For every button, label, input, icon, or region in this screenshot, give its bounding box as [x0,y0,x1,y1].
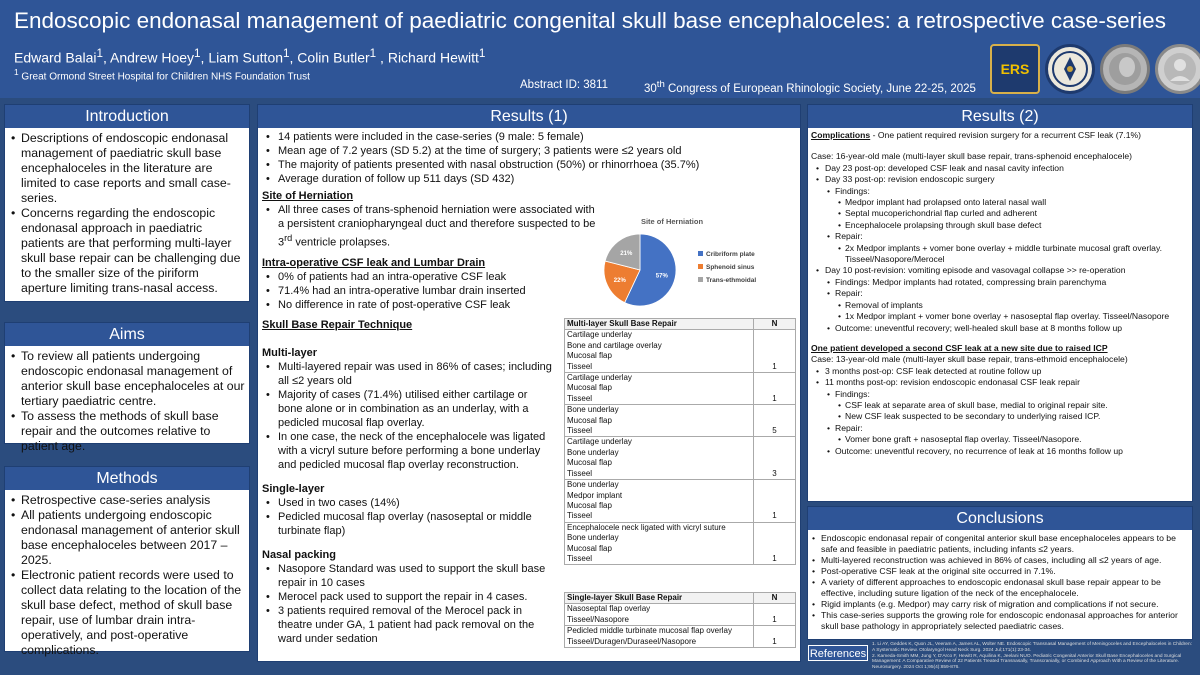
multi-layer-table-cell-line: Bone underlay [567,533,619,543]
multi-layer-table [564,318,796,565]
multi-layer-table-count: 1 [754,373,796,405]
multi-layer-table-row [565,330,796,373]
legend-label: Trans-ethmoidal [706,277,757,284]
pie-data-label: 57% [655,273,668,280]
pie-data-label: 22% [613,278,626,285]
multi-layer-table-cell-line: Cartilage underlay [567,330,632,340]
pie-data-label: 21% [620,250,633,257]
multi-layer-table-row [565,480,796,523]
case-line: • Medpor implant had prolapsed onto lateral nasal wall [811,197,1189,208]
single-layer-table-row [565,626,796,648]
case-line: • Findings: Medpor implants had rotated, compressing brain parenchyma [811,277,1189,288]
conclusion-item: • Endoscopic endonasal repair of congenital anterior skull base encephaloceles appears to be safe and feasible in paediatric patients, including infants ≤2 years. [811,533,1189,555]
multi-layer-table-cell-line: Bone underlay [567,405,619,415]
author-name: Richard Hewitt [387,49,479,66]
conclusion-item: • Multi-layered reconstruction was achieved in 86% of cases, including all ≤2 years of age. [811,555,1189,566]
case-2-list [811,366,1189,457]
portrait-medal-logo [1155,44,1200,94]
single-layer-table-cell-line: Pedicled middle turbinate mucosal flap overlay [567,626,732,636]
methods-list [9,493,245,658]
csf-item: • 71.4% had an intra-operative lumbar drain inserted [262,284,602,298]
aims-item: • To assess the methods of skull base repair and the outcomes relative to patient age. [9,409,245,454]
multi-layer-table-cell-line: Cartilage underlay [567,437,632,447]
multi-layer-table-row [565,522,796,565]
case-line: • Septal mucoperichondrial flap curled and adherent [811,208,1189,219]
conclusion-item: • This case-series supports the growing role for endoscopic endonasal approaches for anterior skull base pathology in appropriately selected paediatric cases. [811,610,1189,632]
author-name: Colin Butler [297,49,370,66]
case-line: • Removal of implants [811,300,1189,311]
single-layer-table-header: Single-layer Skull Base Repair [565,593,754,604]
case-line: • Day 33 post-op: revision endoscopic surgery [811,174,1189,185]
author-name: Edward Balai [14,49,97,66]
author-affiliation-marker: 1 [369,47,377,60]
legend-swatch [698,264,703,269]
case-2-intro: Case: 13-year-old male (multi-layer skull base repair, trans-ethmoid encephalocele) [811,354,1128,365]
poster-title: Endoscopic endonasal management of paediatric congenital skull base encephaloceles: a retrospective case-series [14,8,1166,33]
aims-panel [4,322,250,453]
nasal-packing-item: • Merocel pack used to support the repair in 4 cases. [262,590,552,604]
author-list: Edward Balai$^1$, Andrew Hoey$^1$, Liam Sutton$^1$, Colin Butler$^1$ , Richard Hewitt$^1$ [14,47,486,66]
case-line: • Findings: [811,389,1189,400]
repair-heading: Skull Base Repair Technique [262,318,413,331]
single-layer-table-n: N [754,593,796,604]
author-affiliation-marker: 1 [96,47,103,60]
results-1-panel [257,104,801,662]
methods-item: • Retrospective case-series analysis [9,493,245,508]
second-leak-heading: One patient developed a second CSF leak at a new site due to raised ICP [811,342,1108,353]
summary-item: • Average duration of follow up 511 days (SD 432) [262,172,796,186]
aims-list [9,349,245,454]
case-line: • Vomer bone graft + nasoseptal flap overlay. Tisseel/Nasopore. [811,434,1189,445]
methods-heading: Methods [5,467,249,490]
results-1-summary [262,130,796,186]
multi-layer-table-n: N [754,319,796,330]
multi-layer-table-cell-line: Mucosal flap [567,543,612,553]
aims-item: • To review all patients undergoing endoscopic endonasal management of anterior skull base encephaloceles at our tertiary paediatric centre. [9,349,245,409]
site-item: • All three cases of trans-sphenoid herniation were associated with a persistent craniopharyngeal duct and therefore suspected to be 3rd ventricle prolapses. [262,203,602,250]
single-layer-item: • Pedicled mucosal flap overlay (nasoseptal or middle turbinate flap) [262,510,552,538]
conclusion-item: • Post-operative CSF leak at the original site occurred in 7.1%. [811,566,1189,577]
introduction-heading: Introduction [5,105,249,128]
nasal-packing-item: • Nasopore Standard was used to support the skull base repair in 10 cases [262,562,552,590]
legend-swatch [698,251,703,256]
multi-layer-table-cell-line: Medpor implant [567,490,623,500]
multi-layer-table-count: 1 [754,480,796,523]
case-1-intro: Case: 16-year-old male (multi-layer skull base repair, trans-sphenoid encephalocele) [811,151,1132,162]
methods-panel [4,466,250,657]
aims-heading: Aims [5,323,249,346]
multi-layer-table-row [565,437,796,480]
reference-item: 2. Kameda-Smith MM, Jung Y, D'Arco F, Hewitt R, Aquilina K, Jeelani NUO. Pediatric Congenital Anterior Skull Base Encephaloceles and Surgical Management: A Comparative Review of 22 Patients Treated Transnasally, Transcranially, or Combined Approach With a Review of the Literature. Neurosurgery. 2024 Oct 1;95(4):859-876. [872,653,1182,671]
case-line: • Repair: [811,231,1189,242]
multi-layer-table-cell-line: Mucosal flap [567,458,612,468]
affiliation: $^1$ Great Ormond Street Hospital for Children NHS Foundation Trust [14,67,310,83]
case-line: • Findings: [811,186,1189,197]
multi-layer-table-cell-line: Mucosal flap [567,351,612,361]
poster-header [0,0,1200,98]
conclusion-item: • A variety of different approaches to endoscopic endonasal skull base repair appear to be effective, including suture ligation of the neck of the encephalocele. [811,577,1189,599]
introduction-item: • Descriptions of endoscopic endonasal management of paediatric skull base encephaloceles in the literature are limited to case reports and small case-series. [9,131,245,206]
introduction-item: • Concerns regarding the endoscopic endonasal approach in paediatric patients are that performing multi-layer skull base repair can be challenging due to the smaller size of the piriform aperture limiting trans-nasal access. [9,206,245,296]
summary-item: • Mean age of 7.2 years (SD 5.2) at the time of surgery; 3 patients were ≤2 years old [262,144,796,158]
multi-layer-table-row [565,405,796,437]
case-line: • Repair: [811,288,1189,299]
case-line: • Day 10 post-revision: vomiting episode and vasovagal collapse >> re-operation [811,265,1189,276]
csf-heading: Intra-operative CSF leak and Lumbar Drain [262,256,486,269]
case-1-list [811,163,1189,334]
single-layer-heading: Single-layer [262,482,325,495]
summary-item: • The majority of patients presented with nasal obstruction (50%) or rhinorrhoea (35.7%) [262,158,796,172]
single-layer-table-count: 1 [754,626,796,648]
legend-swatch [698,277,703,282]
multi-layer-table-cell-line: Tisseel [567,426,593,436]
conclusions-heading: Conclusions [808,507,1192,530]
complications-summary: Complications - One patient required revision surgery for a recurrent CSF leak (7.1%) [811,130,1142,140]
multi-layer-table-cell-line: Tisseel [567,361,593,371]
multi-layer-table-cell-line: Encephalocele neck ligated with vicryl suture [567,522,726,532]
nasal-packing-heading: Nasal packing [262,548,336,561]
multi-layer-item: • Multi-layered repair was used in 86% of cases; including all ≤2 years old [262,360,552,388]
congress-info: 30th Congress of European Rhinologic Society, June 22-25, 2025 [644,79,976,95]
single-layer-table-count: 1 [754,604,796,626]
multi-layer-table-count: 1 [754,330,796,373]
medallion-logo [1100,44,1150,94]
multi-layer-table-count: 5 [754,405,796,437]
multi-layer-table-cell-line: Tisseel [567,393,593,403]
ers-logo: ERS [990,44,1040,94]
multi-layer-table-cell-line: Tisseel [567,511,593,521]
summary-item: • 14 patients were included in the case-series (9 male: 5 female) [262,130,796,144]
reference-item: 1. Li AY, Geddes K, Quon JL, Veeram A, James AL, Wolter NE. Endoscopic Transnasal Management of Meningoceles and Encephaloceles in Children: A Systematic Review. Otolaryngol Head Neck Surg. 2024 Jul;171(1):23-34. [872,642,1192,653]
conclusions-panel [807,506,1193,640]
case-line: • 11 months post-op: revision endoscopic endonasal CSF leak repair [811,377,1189,388]
author-affiliation-marker: 1 [194,47,201,60]
legend-label: Sphenoid sinus [706,264,755,271]
case-line: • Outcome: uneventful recovery, no recurrence of leak at 16 months follow up [811,446,1189,457]
single-layer-table [564,592,796,648]
case-line: • 2x Medpor implants + vomer bone overlay + middle turbinate mucosal graft overlay. Tisseel/Nasopore/Merocel [811,243,1189,266]
multi-layer-table-cell-line: Tisseel [567,468,593,478]
multi-layer-heading: Multi-layer [262,346,318,359]
single-layer-table-row [565,604,796,626]
multi-layer-table-cell-line: Mucosal flap [567,415,612,425]
results-1-heading: Results (1) [258,105,800,128]
author-name: Andrew Hoey [110,49,195,66]
multi-layer-table-cell-line: Bone underlay [567,447,619,457]
multi-layer-item: • In one case, the neck of the encephalocele was ligated with a vicryl suture before performing a bone underlay and pedicled mucosal flap overlay reconstruction. [262,430,552,472]
logo-group [990,44,1200,94]
conclusion-item: • Rigid implants (e.g. Medpor) may carry risk of migration and complications if not secure. [811,599,1189,610]
results-2-panel [807,104,1193,502]
methods-item: • All patients undergoing endoscopic endonasal management of anterior skull base encephaloceles between 2017 – 2025. [9,508,245,568]
case-line: • Outcome: uneventful recovery; well-healed skull base at 8 months follow up [811,323,1189,334]
multi-layer-table-row [565,373,796,405]
conclusions-list [811,533,1189,632]
csf-item: • 0% of patients had an intra-operative CSF leak [262,270,602,284]
multi-layer-table-cell-line: Bone and cartilage overlay [567,340,662,350]
legend-label: Cribriform plate [706,251,755,258]
introduction-panel [4,104,250,302]
case-line: • Repair: [811,423,1189,434]
case-line: • 3 months post-op: CSF leak detected at routine follow up [811,366,1189,377]
case-line: • CSF leak at separate area of skull base, medial to original repair site. [811,400,1189,411]
abstract-id: Abstract ID: 3811 [520,79,608,91]
site-of-herniation-chart [602,212,802,308]
multi-layer-table-count: 1 [754,522,796,565]
methods-item: • Electronic patient records were used to collect data relating to the location of the skull base defect, method of skull base repair, use of lumbar drain intra-operatively, and post-operative complications. [9,568,245,658]
multi-layer-item: • Majority of cases (71.4%) utilised either cartilage or bone alone or in combination as an underlay, with a pedicled mucosal flap overlay. [262,388,552,430]
case-line: • 1x Medpor implant + vomer bone overlay + nasoseptal flap overlay. Tisseel/Nasopore [811,311,1189,322]
case-line: • New CSF leak suspected to be secondary to underlying raised ICP. [811,411,1189,422]
single-layer-table-cell-line: Nasoseptal flap overlay [567,604,651,614]
references-label: References [808,645,868,661]
single-layer-table-cell-line: Tisseel/Nasopore [567,614,629,624]
author-name: Liam Sutton [208,49,284,66]
references-list [872,642,1192,671]
single-layer-table-cell-line: Tisseel/Duragen/Duraseel/Nasopore [567,636,697,646]
chart-title: Site of Herniation [640,217,704,226]
single-layer-item: • Used in two cases (14%) [262,496,552,510]
multi-layer-table-header: Multi-layer Skull Base Repair [565,319,754,330]
case-line: • Encephalocele prolapsing through skull base defect [811,220,1189,231]
author-affiliation-marker: 1 [283,47,290,60]
case-line: • Day 23 post-op: developed CSF leak and nasal cavity infection [811,163,1189,174]
site-heading: Site of Herniation [262,190,354,202]
results-2-heading: Results (2) [808,105,1192,128]
author-affiliation-marker: 1 [478,47,486,60]
multi-layer-table-cell-line: Tisseel [567,553,593,563]
multi-layer-table-cell-line: Cartilage underlay [567,373,632,383]
multi-layer-table-cell-line: Mucosal flap [567,500,612,510]
introduction-list [9,131,245,296]
society-seal-logo [1045,44,1095,94]
multi-layer-table-cell-line: Bone underlay [567,480,619,490]
multi-layer-table-cell-line: Mucosal flap [567,383,612,393]
nasal-packing-item: • 3 patients required removal of the Merocel pack in theatre under GA, 1 patient had pack removal on the ward under sedation [262,604,552,646]
multi-layer-table-count: 3 [754,437,796,480]
csf-item: • No difference in rate of post-operative CSF leak [262,298,602,312]
